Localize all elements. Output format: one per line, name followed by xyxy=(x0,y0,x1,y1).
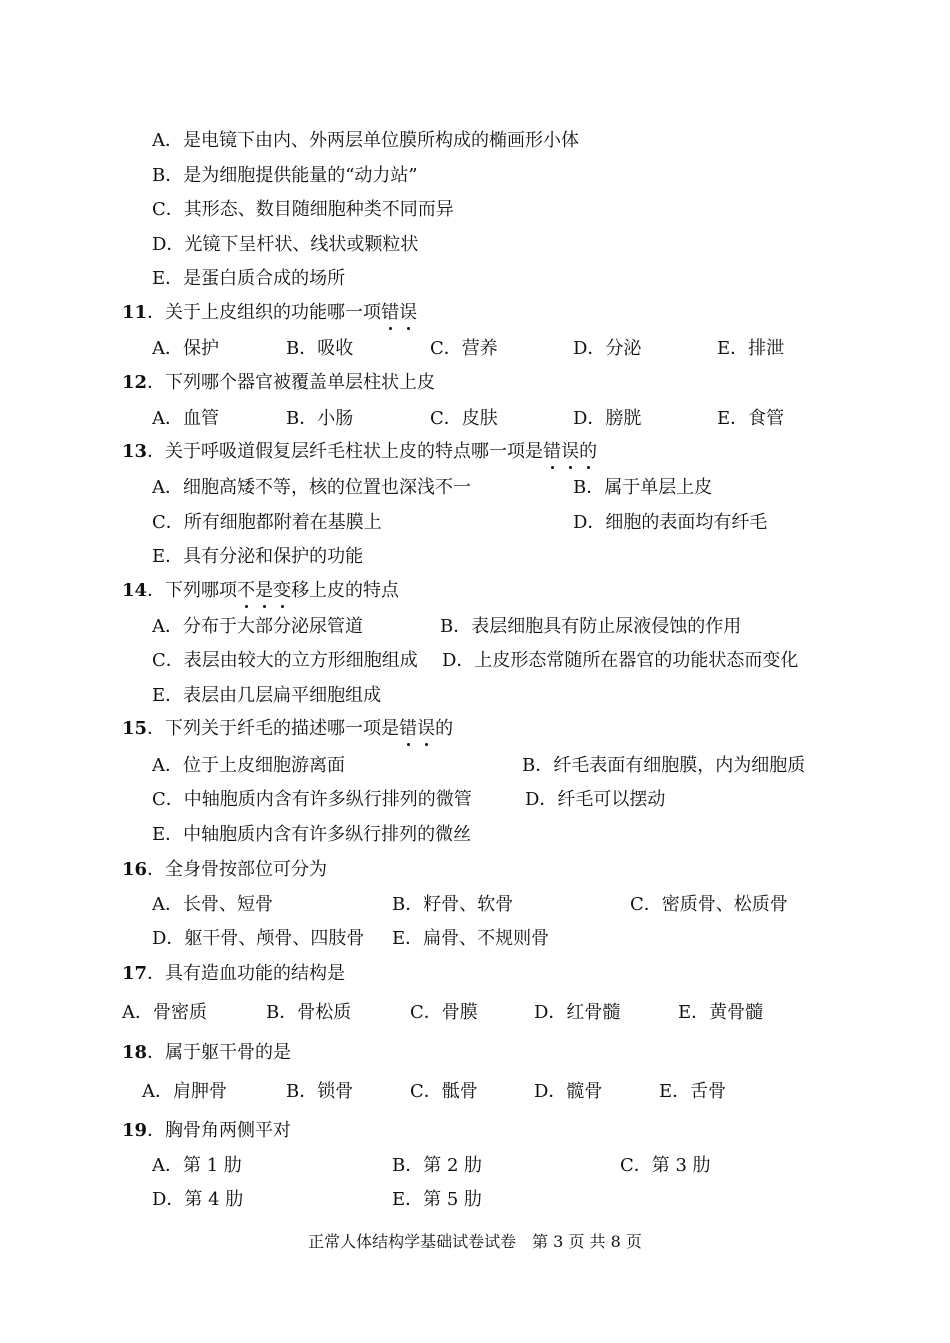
question-number: 11 xyxy=(122,302,148,323)
question-text: ．下列关于纤毛的描述哪一项是 xyxy=(147,718,400,739)
question-11 xyxy=(122,302,417,324)
q19-option-e: E．第 5 肋 xyxy=(392,1189,483,1210)
q12-option-b: B．小肠 xyxy=(286,408,354,429)
question-text: ．全身骨按部位可分为 xyxy=(147,859,328,880)
emphasis-char: 是 xyxy=(255,580,274,601)
question-text: ．关于上皮组织的功能哪一项 xyxy=(147,302,382,323)
question-text: ．属于躯干骨的是 xyxy=(147,1042,292,1063)
question-17 xyxy=(122,963,345,985)
emphasis-char: 变 xyxy=(273,580,292,601)
q16-option-a: A．长骨、短骨 xyxy=(152,894,273,915)
question-13 xyxy=(122,441,597,463)
q16-option-e: E．扁骨、不规则骨 xyxy=(392,928,550,949)
q15-option-a: A．位于上皮细胞游离面 xyxy=(152,755,345,776)
q17-option-b: B．骨松质 xyxy=(266,1002,352,1023)
q17-option-c: C．骨膜 xyxy=(410,1002,478,1023)
question-text: ．关于呼吸道假复层纤毛柱状上皮的特点哪一项是 xyxy=(147,441,544,462)
q14-option-b: B．表层细胞具有防止尿液侵蚀的作用 xyxy=(440,616,742,637)
question-text-tail: 移上皮的特点 xyxy=(291,580,400,601)
question-19 xyxy=(122,1120,291,1142)
q12-option-a: A．血管 xyxy=(152,408,219,429)
q15-option-d: D．纤毛可以摆动 xyxy=(525,789,666,810)
q13-option-b: B．属于单层上皮 xyxy=(573,477,713,498)
q12-option-c: C．皮肤 xyxy=(430,408,498,429)
q14-option-e: E．表层由几层扁平细胞组成 xyxy=(152,685,382,706)
q12-option-e: E．食管 xyxy=(717,408,785,429)
q17-option-e: E．黄骨髓 xyxy=(678,1002,764,1023)
question-number: 15 xyxy=(122,718,148,739)
q15-option-c: C．中轴胞质内含有许多纵行排列的微管 xyxy=(152,789,472,810)
q14-option-a: A．分布于大部分泌尿管道 xyxy=(152,616,363,637)
q19-option-d: D．第 4 肋 xyxy=(152,1189,244,1210)
q17-option-a: A．骨密质 xyxy=(122,1002,207,1023)
q11-option-d: D．分泌 xyxy=(573,338,642,359)
question-15 xyxy=(122,718,453,740)
q16-option-d: D．躯干骨、颅骨、四肢骨 xyxy=(152,928,365,949)
emphasis-char: 错 xyxy=(543,441,562,462)
question-number: 14 xyxy=(122,580,148,601)
q12-option-d: D．膀胱 xyxy=(573,408,642,429)
q11-option-b: B．吸收 xyxy=(286,338,354,359)
q17-option-d: D．红骨髓 xyxy=(534,1002,621,1023)
q10-option-d: D．光镜下呈杆状、线状或颗粒状 xyxy=(152,234,419,255)
emphasis-char: 的 xyxy=(579,441,598,462)
q18-option-a: A．肩胛骨 xyxy=(142,1081,227,1102)
q10-option-a: A．是电镜下由内、外两层单位膜所构成的椭画形小体 xyxy=(152,130,579,151)
q13-option-c: C．所有细胞都附着在基膜上 xyxy=(152,512,382,533)
q13-option-d: D．细胞的表面均有纤毛 xyxy=(573,512,768,533)
q11-option-c: C．营养 xyxy=(430,338,498,359)
question-number: 13 xyxy=(122,441,148,462)
q13-option-e: E．具有分泌和保护的功能 xyxy=(152,546,364,567)
q15-option-b: B．纤毛表面有细胞膜，内为细胞质 xyxy=(522,755,806,776)
question-text: ．具有造血功能的结构是 xyxy=(147,963,346,984)
q10-option-e: E．是蛋白质合成的场所 xyxy=(152,268,346,289)
question-18 xyxy=(122,1042,291,1064)
question-16 xyxy=(122,859,327,881)
q18-option-d: D．髋骨 xyxy=(534,1081,603,1102)
q14-option-c: C．表层由较大的立方形细胞组成 xyxy=(152,650,418,671)
q13-option-a: A．细胞高矮不等，核的位置也深浅不一 xyxy=(152,477,471,498)
question-text: ．下列哪个器官被覆盖单层柱状上皮 xyxy=(147,372,436,393)
q10-option-c: C．其形态、数目随细胞种类不同而异 xyxy=(152,199,454,220)
emphasis-char: 误 xyxy=(561,441,580,462)
q18-option-e: E．舌骨 xyxy=(659,1081,727,1102)
q19-option-c: C．第 3 肋 xyxy=(620,1155,711,1176)
question-text-tail: 的 xyxy=(435,718,454,739)
q19-option-b: B．第 2 肋 xyxy=(392,1155,483,1176)
q19-option-a: A．第 1 肋 xyxy=(152,1155,242,1176)
question-number: 18 xyxy=(122,1042,148,1063)
q15-option-e: E．中轴胞质内含有许多纵行排列的微丝 xyxy=(152,824,472,845)
q14-option-d: D．上皮形态常随所在器官的功能状态而变化 xyxy=(442,650,799,671)
question-number: 16 xyxy=(122,859,148,880)
emphasis-char: 错 xyxy=(399,718,418,739)
question-number: 17 xyxy=(122,963,148,984)
page-footer: 正常人体结构学基础试卷试卷 第 3 页 共 8 页 xyxy=(308,1232,642,1251)
q18-option-b: B．锁骨 xyxy=(286,1081,354,1102)
question-text: ．下列哪项 xyxy=(147,580,238,601)
question-14 xyxy=(122,580,399,602)
emphasis-char: 不 xyxy=(237,580,256,601)
question-number: 19 xyxy=(122,1120,148,1141)
q11-option-e: E．排泄 xyxy=(717,338,785,359)
q11-option-a: A．保护 xyxy=(152,338,219,359)
emphasis-char: 误 xyxy=(417,718,436,739)
emphasis-char: 错 xyxy=(381,302,400,323)
q16-option-b: B．籽骨、软骨 xyxy=(392,894,514,915)
question-number: 12 xyxy=(122,372,148,393)
question-12 xyxy=(122,372,435,394)
q16-option-c: C．密质骨、松质骨 xyxy=(630,894,788,915)
q18-option-c: C．骶骨 xyxy=(410,1081,478,1102)
question-text: ．胸骨角两侧平对 xyxy=(147,1120,292,1141)
emphasis-char: 误 xyxy=(399,302,418,323)
q10-option-b: B．是为细胞提供能量的“动力站” xyxy=(152,165,418,186)
